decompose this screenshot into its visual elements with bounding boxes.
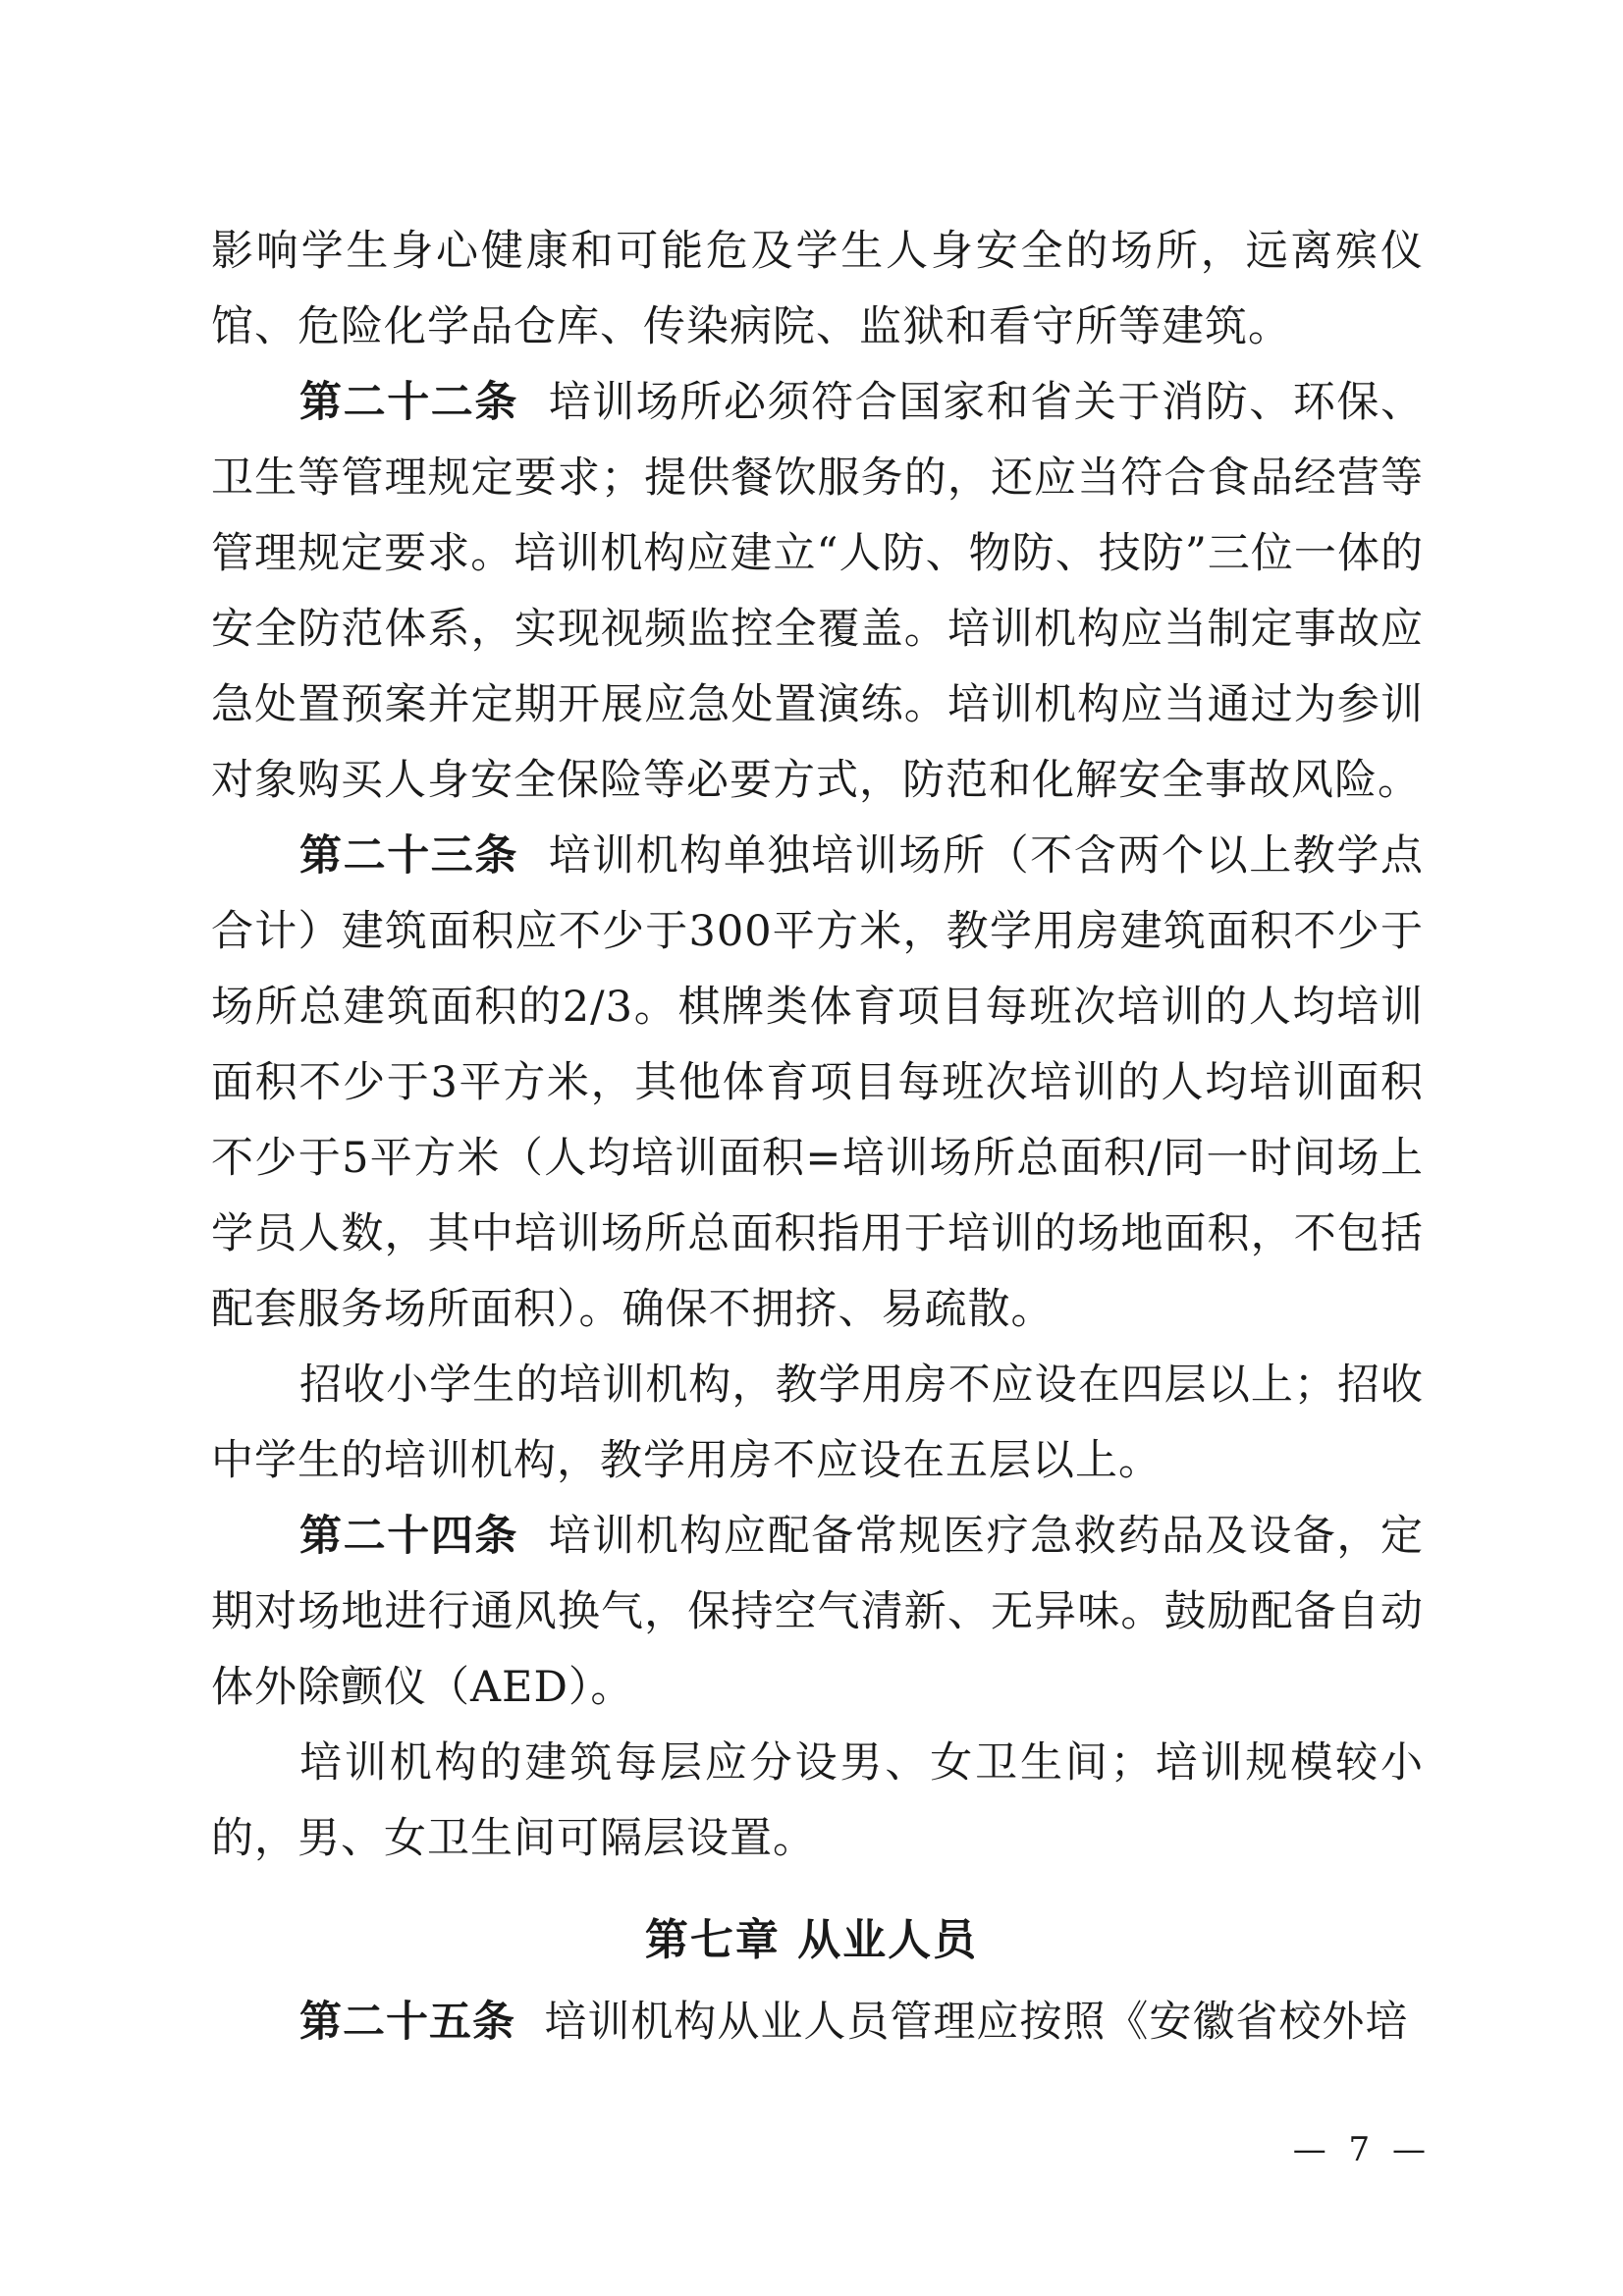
article-23-heading: 第二十三条 (299, 831, 519, 881)
article-22-heading: 第二十二条 (299, 378, 519, 427)
continuation-paragraph: 影响学生身心健康和可能危及学生人身安全的场所，远离殡仪馆、危险化学品仓库、传染病院、监狱和看守所等建筑。 (211, 227, 1424, 351)
article-24-paragraph-2: 培训机构的建筑每层应分设男、女卫生间；培训规模较小的，男、女卫生间可隔层设置。 (211, 1738, 1424, 1863)
article-22-paragraph (211, 365, 1424, 819)
article-23-paragraph (211, 819, 1424, 1348)
article-25-heading: 第二十五条 (299, 1998, 515, 2047)
article-24-heading: 第二十四条 (299, 1512, 519, 1561)
article-23-body: 培训机构单独培训场所（不含两个以上教学点合计）建筑面积应不少于300平方米，教学用房建筑面积不少于场所总建筑面积的2/3。棋牌类体育项目每班次培训的人均培训面积不少于3平方米，其他体育项目每班次培训的人均培训面积不少于5平方米（人均培训面积=培训场所总面积/同一时间场上学员人数，其中培训场所总面积指用于培训的场地面积，不包括配套服务场所面积）。确保不拥挤、易疏散。 (211, 831, 1425, 1334)
body-text-top (211, 214, 1424, 1877)
page-number: — 7 — (1292, 2130, 1432, 2169)
article-24-paragraph (211, 1499, 1424, 1726)
article-25-paragraph (211, 1985, 1424, 2060)
article-24-body: 培训机构应配备常规医疗急救药品及设备，定期对场地进行通风换气，保持空气清新、无异味。鼓励配备自动体外除颤仪（AED）。 (211, 1512, 1425, 1712)
article-23-paragraph-2: 招收小学生的培训机构，教学用房不应设在四层以上；招收中学生的培训机构，教学用房不应设在五层以上。 (211, 1361, 1424, 1485)
body-text-bottom (211, 1985, 1424, 2060)
article-22-body: 培训场所必须符合国家和省关于消防、环保、卫生等管理规定要求；提供餐饮服务的，还应当符合食品经营等管理规定要求。培训机构应建立“人防、物防、技防”三位一体的安全防范体系，实现视频监控全覆盖。培训机构应当制定事故应急处置预案并定期开展应急处置演练。培训机构应当通过为参训对象购买人身安全保险等必要方式，防范和化解安全事故风险。 (211, 378, 1425, 805)
chapter-title: 第七章 从业人员 (644, 1915, 979, 1965)
article-25-body: 培训机构从业人员管理应按照《安徽省校外培 (544, 1998, 1409, 2047)
